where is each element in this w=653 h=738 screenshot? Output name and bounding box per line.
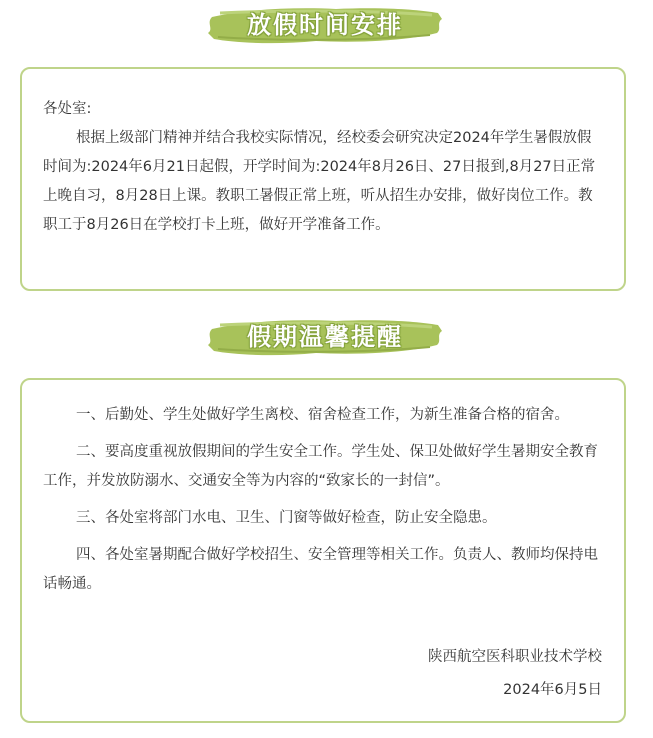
section1-title: 放假时间安排 (247, 11, 403, 39)
reminder-item-3: 三、各处室将部门水电、卫生、门窗等做好检查，防止安全隐患。 (76, 510, 497, 526)
section1-banner (206, 3, 444, 47)
issue-date: 2024年6月5日 (503, 682, 602, 698)
section2-title: 假期温馨提醒 (247, 323, 403, 351)
reminder-item-2: 二、要高度重视放假期间的学生安全工作。学生处、保卫处做好学生暑期安全教育工作，并发放防溺水、交通安全等为内容的“致家长的一封信”。 (43, 444, 598, 489)
school-signature: 陕西航空医科职业技术学校 (428, 649, 602, 665)
holiday-schedule-card (20, 67, 626, 291)
holiday-reminder-card (20, 378, 626, 723)
reminder-item-1: 一、后勤处、学生处做好学生离校、宿舍检查工作，为新生准备合格的宿舍。 (76, 407, 569, 423)
signature-block (428, 641, 602, 707)
section2-banner (206, 315, 444, 359)
schedule-paragraph: 根据上级部门精神并结合我校实际情况，经校委会研究决定2024年学生暑假放假时间为:2024年6月21日起假，开学时间为:2024年8月26日、27日报到,8月27日正常上晚自习，8月28日上课。教职工暑假正常上班，听从招生办安排，做好岗位工作。教职工于8月26日在学校打卡上班，做好开学准备工作。 (43, 130, 596, 233)
greeting: 各处室: (43, 101, 92, 117)
reminder-item-4: 四、各处室暑期配合做好学校招生、安全管理等相关工作。负责人、教师均保持电话畅通。 (43, 547, 598, 592)
